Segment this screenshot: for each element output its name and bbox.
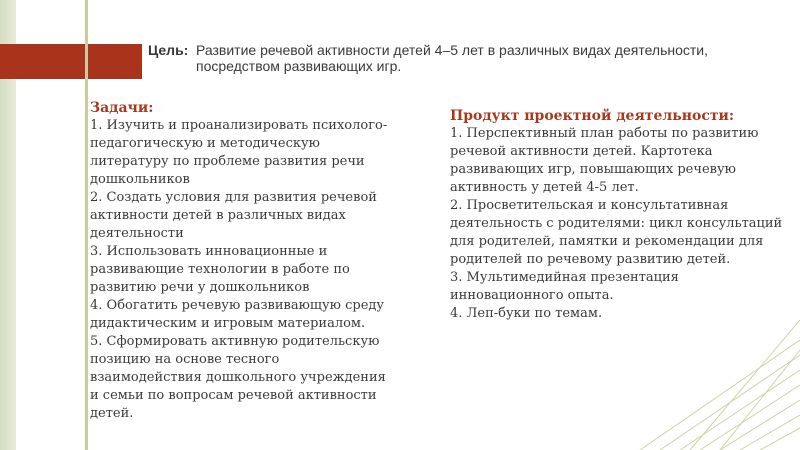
tasks-list xyxy=(90,117,388,423)
product-line: инновационного опыта. xyxy=(450,288,614,303)
product-line: развивающих игр, повышающих речевую xyxy=(450,162,736,177)
product-line: для родителей, памятки и рекомендации для xyxy=(450,234,764,249)
tasks-line: 4. Обогатить речевую развивающую среду xyxy=(90,298,385,313)
corner-decor-lines xyxy=(600,320,800,450)
product-title: Продукт проектной деятельности: xyxy=(450,108,735,124)
tasks-line: 2. Создать условия для развития речевой xyxy=(90,190,377,205)
tasks-line: развивающие технологии в работе по xyxy=(90,262,350,277)
tasks-line: 1. Изучить и проанализировать психолого- xyxy=(90,118,388,133)
tasks-line: активности детей в различных видах xyxy=(90,208,346,223)
product-line: 4. Леп-буки по темам. xyxy=(450,306,603,321)
goal-label: Цель: xyxy=(148,42,189,58)
goal-text xyxy=(196,42,736,74)
product-list xyxy=(450,125,783,323)
product-line: речевой активности детей. Картотека xyxy=(450,144,713,159)
red-accent-band xyxy=(0,44,142,79)
product-line: родителей по речевому развитию детей. xyxy=(450,252,731,267)
goal-line: Развитие речевой активности детей 4–5 лет в различных видах деятельности, xyxy=(196,42,708,58)
tasks-line: 5. Сформировать активную родительскую xyxy=(90,334,380,349)
product-line: 2. Просветительская и консультативная xyxy=(450,198,729,213)
tasks-line: дидактическим и игровым материалом. xyxy=(90,316,366,331)
tasks-line: взаимодействия дошкольного учреждения xyxy=(90,370,386,385)
tasks-line: и семьи по вопросам речевой активности xyxy=(90,388,377,403)
goal-line: посредством развивающих игр. xyxy=(196,58,402,74)
tasks-block xyxy=(90,99,388,423)
tasks-line: педагогическую и методическую xyxy=(90,136,320,151)
vertical-decor-line xyxy=(85,0,88,450)
tasks-line: развитию речи у дошкольников xyxy=(90,280,310,295)
product-block xyxy=(450,107,783,323)
tasks-line: 3. Использовать инновационные и xyxy=(90,244,328,259)
product-line: деятельность с родителями: цикл консультаций xyxy=(450,216,783,231)
tasks-title: Задачи: xyxy=(90,100,154,116)
product-line: 3. Мультимедийная презентация xyxy=(450,270,679,285)
product-line: активность у детей 4-5 лет. xyxy=(450,180,639,195)
tasks-line: дошкольников xyxy=(90,172,190,187)
product-line: 1. Перспективный план работы по развитию xyxy=(450,126,759,141)
tasks-line: детей. xyxy=(90,406,134,421)
tasks-line: деятельности xyxy=(90,226,184,241)
tasks-line: позицию на основе тесного xyxy=(90,352,280,367)
tasks-line: литературу по проблеме развития речи xyxy=(90,154,365,169)
